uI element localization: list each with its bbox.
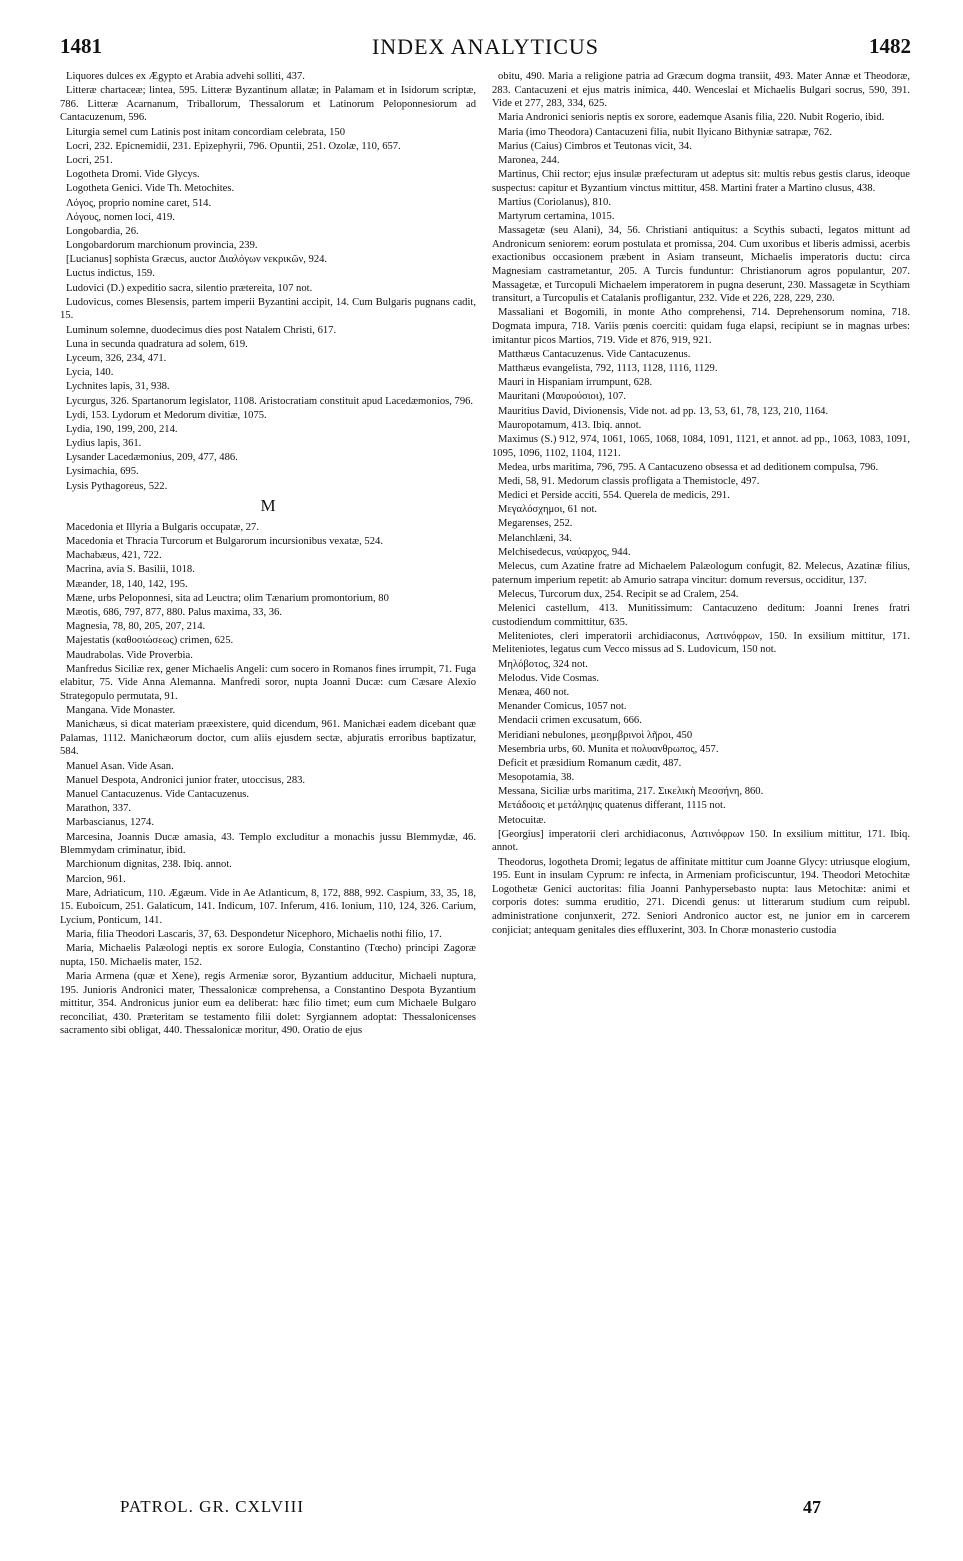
index-entry: Messana, Siciliæ urbs maritima, 217. Σικελικὴ Μεσσήνη, 860. bbox=[498, 786, 764, 798]
index-entry: Liturgia semel cum Latinis post initam concordiam celebrata, 150 bbox=[66, 126, 345, 138]
index-entry: Mæotis, 686, 797, 877, 880. Palus maxima, 33, 36. bbox=[66, 606, 282, 618]
index-entry: Marius (Caius) Cimbros et Teutonas vicit, 34. bbox=[498, 140, 692, 152]
index-entry: Lydi, 153. Lydorum et Medorum divitiæ, 1075. bbox=[66, 409, 267, 421]
index-entry: Matthæus Cantacuzenus. Vide Cantacuzenus. bbox=[498, 348, 691, 360]
index-entry: Litteræ chartaceæ; lintea, 595. Litteræ Byzantinum allatæ; in Palamam et in Isidorum scriptæ, 786. Litteræ Acarnanum, Triballorum, Thessalorum et Latinorum Peloponnesiorum ad Cantacuzenum, 596. bbox=[60, 85, 476, 124]
index-entry: Μετάδοσις et μετάληψις quatenus differant, 1115 not. bbox=[498, 800, 726, 812]
index-entry: Matthæus evangelista, 792, 1113, 1128, 1116, 1129. bbox=[498, 363, 718, 374]
index-entry: Medea, urbs maritima, 796, 795. A Cantacuzeno obsessa et ad deditionem compulsa, 796. bbox=[498, 461, 879, 473]
index-entry: Melanchlæni, 34. bbox=[498, 532, 572, 544]
index-entry: Locri, 232. Epicnemidii, 231. Epizephyrii, 796. Opuntii, 251. Ozolæ, 110, 657. bbox=[66, 140, 401, 152]
index-entry: Melecus, Turcorum dux, 254. Recipit se ad Cralem, 254. bbox=[498, 588, 739, 600]
index-entry: Massagetæ (seu Alani), 34, 56. Christiani antiquitus: a Scythis subacti, legatos mittunt ad Andronicum seniorem: eorum postulata et promissa, 204. Cum uxoribus et liberis admissi, acerbis exactionibus occasionem præbent in Asiam transeunt, Michaelis imperatoris ductu: circa Magnesiam castrametantur, 205. A Turcis funduntur: Christianorum agros populantur, 207. Massagetæ, et Turcopuli Michaelem imperatorem in pugna deserunt, 230. Massagetæ in Scythiam transiturt, a Turcopulis et Catalanis profligantur, 232. Vide et 226, 228, 229, 230. bbox=[492, 225, 910, 305]
index-entry: Medi, 58, 91. Medorum classis profligata a Themistocle, 497. bbox=[498, 475, 760, 487]
index-entry: Majestatis (καθοσιώσεως) crimen, 625. bbox=[66, 635, 234, 647]
index-entry: Manfredus Siciliæ rex, gener Michaelis Angeli: cum socero in Romanos fines irrumpit, 71. Fuga elabitur, 75. Vide Anna Alemanna. Manfredi soror, nupta Joanni Ducæ: cum Cæsare Alexio Strategopulo permutata, 91. bbox=[60, 663, 476, 702]
index-entry: Marcion, 961. bbox=[66, 873, 126, 885]
index-entry: Logotheta Dromi. Vide Glycys. bbox=[66, 169, 200, 181]
index-entry: Λόγους, nomen loci, 419. bbox=[66, 211, 175, 223]
index-entry: Manichæus, si dicat materiam præexistere, quid dicendum, 961. Manichæi eadem dicebant quæ Palamas, 1112. Manichæorum doctor, cum aliis ejusdem sectæ, abjuratis erroribus baptizatur, 584. bbox=[60, 719, 476, 758]
page-footer bbox=[60, 1497, 911, 1521]
index-entry: Massaliani et Bogomili, in monte Atho comprehensi, 714. Deprehensorum nomina, 718. Dogmata impura, 718. Variis pœnis coerciti: quidam fuga elapsi, recipiunt se in magnas urbes: imitantur picos Martios, 719. Vide et 876, 919, 921. bbox=[492, 307, 910, 346]
index-entry: Mauri in Hispaniam irrumpunt, 628. bbox=[498, 377, 653, 389]
index-entry: Medici et Perside acciti, 554. Querela de medicis, 291. bbox=[498, 490, 730, 502]
index-entry: Locri, 251. bbox=[66, 154, 113, 166]
index-entry: Meridiani nebulones, μεσημβρινοὶ λῆροι, 450 bbox=[498, 729, 693, 741]
index-entry: Mauritani (Μαυρούσιοι), 107. bbox=[498, 391, 627, 403]
index-entry: Maronea, 244. bbox=[498, 154, 560, 166]
index-entry: Maria, Michaelis Palæologi neptis ex sorore Eulogia, Constantino (Tœcho) principi Zagoræ nupta, 150. Michaelis mater, 152. bbox=[60, 943, 476, 968]
index-entry: Theodorus, logotheta Dromi; legatus de affinitate mittitur cum Joanne Glycy: utriusque elogium, 195. Eunt in insulam Cyprum: re infecta, in Armeniam proficiscuntur, 194. Theodori Metochitæ Logothetæ Genici auctoritas: filia Joanni Panhypersebasto nupta: laus Metochitæ: animi et corporis dotes: summa eruditio, 271. Dicendi genus: ut litterarum studium cum reipubl. administratione conjunxerit, 272. Seniori Andronico auctor est, ne junior em in carcerem conjiciat; antequam genitales dies effluxerint, 303. In Choræ monasterio custodia bbox=[492, 856, 910, 936]
index-entry: Luminum solemne, duodecimus dies post Natalem Christi, 617. bbox=[66, 324, 337, 336]
index-entry: Maria Armena (quæ et Xene), regis Armeniæ soror, Byzantium adducitur, Michaeli nuptura, 195. Junioris Andronici mater, Thessalonicæ comprehensa, a Constantino Despota Byzantium mittitur, 354. Andronicus junior eum ea deliberat: hæc filio timet; eum cum Michaele Bulgaro reconciliat, 430. Præteritam se testamento filii dolet: Syrgiannem adoptat: Thessalonicenses sacramento sibi obligat, 440. Thessalonicæ moritur, 490. Oratio de ejus bbox=[60, 971, 476, 1037]
index-entry: Lysis Pythagoreus, 522. bbox=[66, 480, 168, 492]
footer-signature: 47 bbox=[803, 1497, 821, 1517]
footer-volume: PATROL. GR. CXLVIII bbox=[120, 1497, 304, 1516]
index-entry: Menæa, 460 not. bbox=[498, 686, 570, 698]
index-entry: Melodus. Vide Cosmas. bbox=[498, 672, 599, 684]
index-entry: Macrina, avia S. Basilii, 1018. bbox=[66, 564, 195, 576]
index-entry: Mesembria urbs, 60. Munita et πολυανθρωπος, 457. bbox=[498, 743, 719, 755]
index-entry: Marcesina, Joannis Ducæ amasia, 43. Templo excluditur a monachis jussu Blemmydæ, 46. Blemmydam criminatur, ibid. bbox=[60, 831, 476, 857]
index-entry: Luna in secunda quadratura ad solem, 619. bbox=[66, 338, 248, 350]
index-entry: Megarenses, 252. bbox=[498, 518, 573, 530]
index-entry: Logotheta Genici. Vide Th. Metochites. bbox=[66, 183, 235, 195]
index-entry: Lysander Lacedæmonius, 209, 477, 486. bbox=[66, 452, 238, 464]
page-number-left: 1481 bbox=[60, 34, 102, 58]
index-entry: Menander Comicus, 1057 not. bbox=[498, 701, 627, 713]
index-entry: Mauropotamum, 413. Ibiq. annot. bbox=[498, 419, 642, 431]
index-entry: Manuel Despota, Andronici junior frater, utoccisus, 283. bbox=[66, 774, 306, 786]
index-entry: Lychnites lapis, 31, 938. bbox=[66, 381, 170, 393]
index-entry: Martyrum certamina, 1015. bbox=[498, 211, 615, 223]
page-header bbox=[60, 34, 911, 68]
index-entry: Macedonia et Thracia Turcorum et Bulgarorum incursionibus vexatæ, 524. bbox=[66, 536, 383, 548]
index-entry: Lycurgus, 326. Spartanorum legislator, 1108. Aristocratiam constituit apud Lacedæmonios, 796. bbox=[66, 395, 474, 407]
page-title: INDEX ANALYTICUS bbox=[371, 34, 600, 59]
index-entry: Μεγαλόσχημοι, 61 not. bbox=[498, 504, 598, 516]
index-entry: Deficit et præsidium Romanum cædit, 487. bbox=[498, 757, 682, 769]
index-entry: Mæander, 18, 140, 142, 195. bbox=[66, 578, 188, 590]
index-entry: Macedonia et Illyria a Bulgaris occupatæ, 27. bbox=[66, 521, 259, 533]
index-entry: Manuel Cantacuzenus. Vide Cantacuzenus. bbox=[66, 789, 250, 801]
index-entry: Mæne, urbs Peloponnesi, sita ad Leuctra; olim Tænarium promontorium, 80 bbox=[66, 592, 389, 604]
index-entry: Lycia, 140. bbox=[66, 367, 114, 379]
index-entry: Mare, Adriaticum, 110. Ægæum. Vide in Ae Atlanticum, 8, 172, 888, 992. Caspium, 33, 35, 18, 15. Euboicum, 251. Galaticum, 141. Indicum, 107. Inferum, 416. Ionium, 110, 124, 326. Carium, Lycium, Ponticum, 141. bbox=[60, 887, 476, 926]
index-entry: Longobardorum marchionum provincia, 239. bbox=[66, 240, 258, 252]
index-entry: [Lucianus] sophista Græcus, auctor Διαλόγων νεκρικῶν, 924. bbox=[66, 254, 328, 266]
index-entry: Metocuitæ. bbox=[498, 814, 546, 826]
index-entry: Maria Andronici senioris neptis ex sorore, eademque Asanis filia, 220. Nubit Rogerio, ibid. bbox=[498, 112, 885, 124]
index-entry: [Georgius] imperatorii cleri archidiaconus, Λατινόφρων 150. In exsilium mittitur, 171. Ibiq. annot. bbox=[492, 828, 910, 854]
index-entry: Mangana. Vide Monaster. bbox=[66, 705, 176, 717]
section-letter: M bbox=[260, 496, 276, 516]
index-entry: Mesopotamia, 38. bbox=[498, 772, 575, 784]
index-entry: Lydia, 190, 199, 200, 214. bbox=[66, 423, 178, 435]
index-entry: Melenici castellum, 413. Munitissimum: Cantacuzeno deditum: Joanni Irenes fratri custodiendum committitur, 635. bbox=[492, 603, 910, 628]
index-entry: Maria (imo Theodora) Cantacuzeni filia, nubit Ilyicano Bithyniæ satrapæ, 762. bbox=[498, 126, 833, 138]
index-entry: Lydius lapis, 361. bbox=[66, 438, 142, 450]
index-entry: Marchionum dignitas, 238. Ibiq. annot. bbox=[66, 859, 232, 871]
page-number-right: 1482 bbox=[869, 34, 911, 58]
index-entry: Luctus indictus, 159. bbox=[66, 268, 155, 280]
index-entry: Maudrabolas. Vide Proverbia. bbox=[66, 649, 193, 661]
index-entry: Ludovicus, comes Blesensis, partem imperii Byzantini accipit, 14. Cum Bulgaris pugnans cadit, 15. bbox=[60, 296, 476, 322]
index-entry: Λόγος, proprio nomine caret, 514. bbox=[66, 197, 212, 209]
index-entry: Longobardia, 26. bbox=[66, 225, 139, 237]
index-entry: Maximus (S.) 912, 974, 1061, 1065, 1068, 1084, 1091, 1121, et annot. ad pp., 1063, 1083, 1091, 1095, 1096, 1102, 1104, 1121. bbox=[492, 433, 910, 459]
index-entry: Marathon, 337. bbox=[66, 803, 132, 815]
index-entry: Meliteniotes, cleri imperatorii archidiaconus, Λατινόφρων, 150. In exsilium mittitur, 171. Meliteniotes, legatus cum Vecco missus ad S. Ludovicum, 150 not. bbox=[492, 630, 910, 656]
index-entry: Mauritius David, Divionensis, Vide not. ad pp. 13, 53, 61, 78, 123, 210, 1164. bbox=[498, 405, 829, 417]
index-entry: Machabæus, 421, 722. bbox=[66, 550, 162, 562]
index-entry: Martinus, Chii rector; ejus insulæ præfecturam ut adeptus sit: multis rebus gestis clarus, ideoque suspectus: capitur et Byzantium vinctus mittitur, 458. Martini frater a Martino clusus, 438. bbox=[492, 169, 910, 194]
index-entry: obitu, 490. Maria a religione patria ad Græcum dogma transiit, 493. Mater Annæ et Theodoræ, 283. Cantacuzeni et ejus matris inimica, 440. Wenceslai et Michaelis Bulgari socrus, 590, 391. Vide et 277, 283, 334, 625. bbox=[492, 71, 910, 110]
left-column bbox=[60, 70, 476, 1489]
index-entry: Martius (Coriolanus), 810. bbox=[498, 196, 611, 208]
index-entry: Melchisedecus, ναύαρχος, 944. bbox=[498, 546, 631, 558]
index-entry: Mendacii crimen excusatum, 666. bbox=[498, 715, 642, 727]
index-entry: Liquores dulces ex Ægypto et Arabia advehi solliti, 437. bbox=[66, 71, 305, 82]
index-entry: Manuel Asan. Vide Asan. bbox=[66, 760, 174, 772]
index-entry: Maria, filia Theodori Lascaris, 37, 63. Despondetur Nicephoro, Michaelis nothi filio, 17. bbox=[66, 929, 442, 941]
index-entry: Lyceum, 326, 234, 471. bbox=[66, 352, 167, 364]
index-entry: Μηλόβοτος, 324 not. bbox=[498, 658, 588, 670]
index-entry: Magnesia, 78, 80, 205, 207, 214. bbox=[66, 621, 206, 633]
index-entry: Ludovici (D.) expeditio sacra, silentio prætereita, 107 not. bbox=[66, 282, 313, 294]
right-column bbox=[492, 70, 910, 1489]
index-entry: Marbascianus, 1274. bbox=[66, 817, 154, 829]
index-entry: Melecus, cum Azatine fratre ad Michaelem Palæologum confugit, 82. Melecus, Azatinæ filius, paternum imperium repetit: ab Amurio satrapa vincitur: domum reversus, occiditur, 137. bbox=[492, 561, 910, 586]
index-entry: Lysimachia, 695. bbox=[66, 466, 139, 478]
